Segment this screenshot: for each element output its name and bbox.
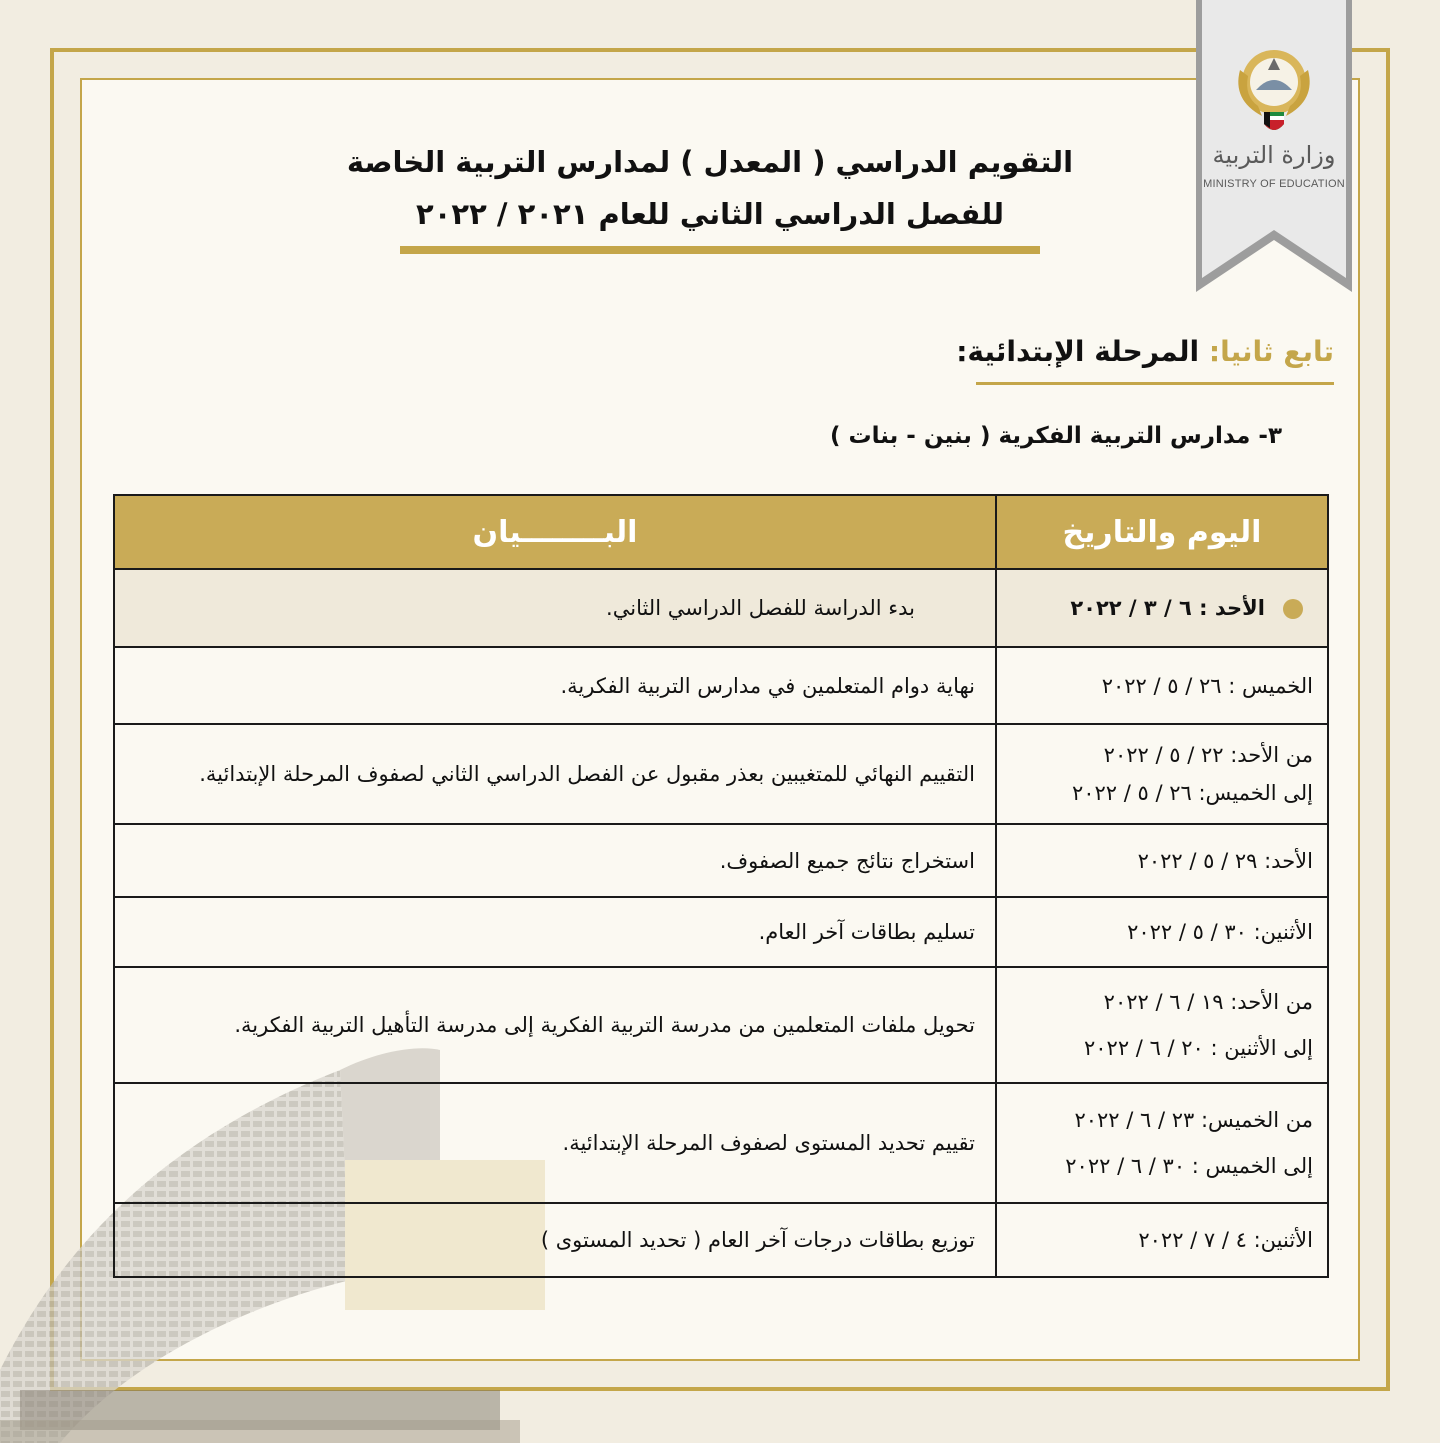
section-underline xyxy=(976,382,1334,385)
logo-arabic-name: وزارة التربية xyxy=(1212,141,1336,169)
title-line-1: التقويم الدراسي ( المعدل ) لمدارس التربية الخاصة xyxy=(346,145,1074,179)
table-row xyxy=(114,824,1328,897)
row-date: الأثنين: ٣٠ / ٥ / ٢٠٢٢ xyxy=(996,897,1328,967)
header-date: اليوم والتاريخ xyxy=(996,495,1328,569)
section-heading xyxy=(956,330,1334,374)
row-date: الأحد: ٢٩ / ٥ / ٢٠٢٢ xyxy=(996,824,1328,897)
page-title xyxy=(300,136,1120,240)
header-description: البــــــــيان xyxy=(114,495,996,569)
row-description: تحويل ملفات المتعلمين من مدرسة التربية الفكرية إلى مدرسة التأهيل التربية الفكرية. xyxy=(114,967,996,1083)
logo-english-name: MINISTRY OF EDUCATION xyxy=(1203,178,1345,190)
schedule-table xyxy=(113,494,1329,1278)
row-description: نهاية دوام المتعلمين في مدارس التربية الفكرية. xyxy=(114,647,996,724)
row-date: من الأحد: ٢٢ / ٥ / ٢٠٢٢ إلى الخميس: ٢٦ / ٥ / ٢٠٢٢ xyxy=(996,724,1328,824)
table-row xyxy=(114,897,1328,967)
row-date: من الأحد: ١٩ / ٦ / ٢٠٢٢ إلى الأثنين : ٢٠ / ٦ / ٢٠٢٢ xyxy=(996,967,1328,1083)
table-row xyxy=(114,967,1328,1083)
ministry-logo xyxy=(1196,140,1352,190)
row-description: التقييم النهائي للمتغيبين بعذر مقبول عن الفصل الدراسي الثاني لصفوف المرحلة الإبتدائية. xyxy=(114,724,996,824)
row-description: توزيع بطاقات درجات آخر العام ( تحديد المستوى ) xyxy=(114,1203,996,1277)
subsection-title: ٣- مدارس التربية الفكرية ( بنين - بنات ) xyxy=(829,423,1282,449)
bullet-icon xyxy=(1283,599,1303,619)
table-row xyxy=(114,1083,1328,1203)
row-description: بدء الدراسة للفصل الدراسي الثاني. xyxy=(114,569,996,647)
row-date: الأحد : ٦ / ٣ / ٢٠٢٢ xyxy=(996,569,1328,647)
title-line-2: للفصل الدراسي الثاني للعام ٢٠٢١ / ٢٠٢٢ xyxy=(416,197,1004,231)
table-header-row xyxy=(114,495,1328,569)
section-prefix: تابع ثانيا: xyxy=(1208,335,1334,368)
table-row xyxy=(114,1203,1328,1277)
title-underline xyxy=(400,246,1040,254)
row-date: الأثنين: ٤ / ٧ / ٢٠٢٢ xyxy=(996,1203,1328,1277)
row-description: تقييم تحديد المستوى لصفوف المرحلة الإبتدائية. xyxy=(114,1083,996,1203)
row-date: من الخميس: ٢٣ / ٦ / ٢٠٢٢ إلى الخميس : ٣٠ / ٦ / ٢٠٢٢ xyxy=(996,1083,1328,1203)
table-row xyxy=(114,724,1328,824)
table-row xyxy=(114,647,1328,724)
section-title: المرحلة الإبتدائية: xyxy=(956,335,1200,368)
row-date: الخميس : ٢٦ / ٥ / ٢٠٢٢ xyxy=(996,647,1328,724)
row-description: تسليم بطاقات آخر العام. xyxy=(114,897,996,967)
table-row xyxy=(114,569,1328,647)
row-description: استخراج نتائج جميع الصفوف. xyxy=(114,824,996,897)
